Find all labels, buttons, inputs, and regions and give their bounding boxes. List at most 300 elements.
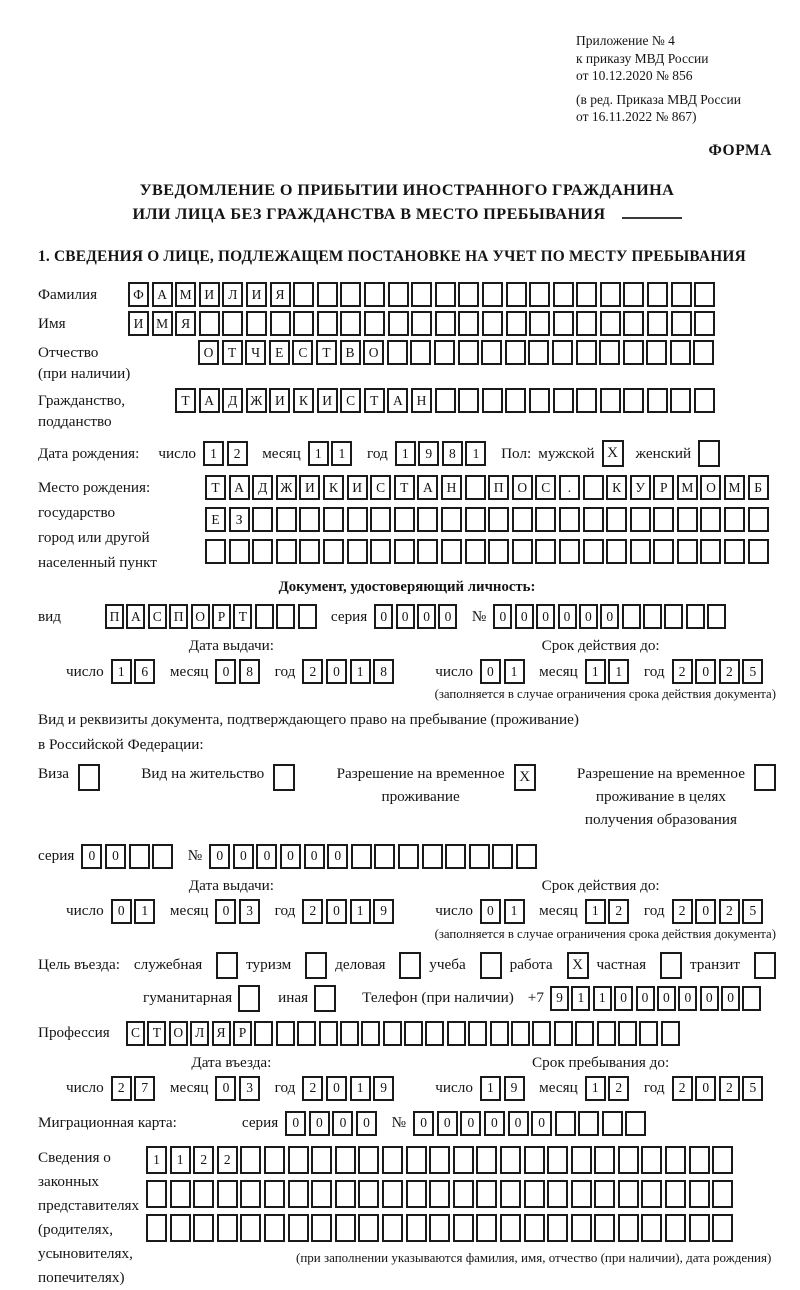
form-cell[interactable]: [653, 507, 674, 532]
form-cell[interactable]: [317, 282, 338, 307]
form-cell[interactable]: [600, 388, 621, 413]
form-cell[interactable]: [506, 282, 527, 307]
form-cell[interactable]: [361, 1021, 380, 1046]
form-cell[interactable]: С: [292, 340, 313, 365]
form-cell[interactable]: [476, 1214, 497, 1242]
form-cell[interactable]: А: [387, 388, 408, 413]
form-cell[interactable]: 0: [695, 1076, 716, 1101]
form-cell[interactable]: [583, 475, 604, 500]
form-cell[interactable]: [252, 539, 273, 564]
form-cell[interactable]: [465, 507, 486, 532]
form-cell[interactable]: [335, 1214, 356, 1242]
form-cell[interactable]: [422, 844, 443, 869]
form-cell[interactable]: [712, 1146, 733, 1174]
form-cell[interactable]: 0: [215, 659, 236, 684]
form-cell[interactable]: 0: [480, 659, 501, 684]
form-cell[interactable]: [435, 311, 456, 336]
form-cell[interactable]: [435, 388, 456, 413]
form-cell[interactable]: [129, 844, 150, 869]
form-cell[interactable]: [340, 1021, 359, 1046]
form-cell[interactable]: [689, 1146, 710, 1174]
form-cell[interactable]: [311, 1180, 332, 1208]
form-cell[interactable]: [689, 1214, 710, 1242]
form-cell[interactable]: 0: [678, 986, 697, 1011]
form-cell[interactable]: [441, 539, 462, 564]
form-cell[interactable]: [276, 539, 297, 564]
form-cell[interactable]: 0: [536, 604, 555, 629]
form-cell[interactable]: [694, 282, 715, 307]
form-cell[interactable]: [453, 1146, 474, 1174]
form-cell[interactable]: [394, 539, 415, 564]
form-cell[interactable]: В: [340, 340, 361, 365]
form-cell[interactable]: [252, 507, 273, 532]
form-cell[interactable]: [429, 1180, 450, 1208]
form-cell[interactable]: 2: [227, 441, 248, 466]
form-cell[interactable]: [453, 1180, 474, 1208]
form-cell[interactable]: [146, 1214, 167, 1242]
form-cell[interactable]: [646, 340, 667, 365]
form-cell[interactable]: [524, 1146, 545, 1174]
form-cell[interactable]: 1: [331, 441, 352, 466]
form-cell[interactable]: [335, 1146, 356, 1174]
form-cell[interactable]: [429, 1146, 450, 1174]
form-cell[interactable]: 9: [550, 986, 569, 1011]
form-cell[interactable]: [298, 604, 317, 629]
form-cell[interactable]: Т: [222, 340, 243, 365]
form-cell[interactable]: 1: [308, 441, 329, 466]
form-cell[interactable]: 1: [350, 659, 371, 684]
form-cell[interactable]: [602, 1111, 623, 1136]
form-cell[interactable]: С: [148, 604, 167, 629]
form-cell[interactable]: А: [126, 604, 145, 629]
form-cell[interactable]: Т: [147, 1021, 166, 1046]
form-cell[interactable]: 2: [608, 1076, 629, 1101]
form-cell[interactable]: [559, 507, 580, 532]
form-cell[interactable]: [364, 311, 385, 336]
form-cell[interactable]: [447, 1021, 466, 1046]
form-cell[interactable]: [618, 1214, 639, 1242]
form-cell[interactable]: [323, 539, 344, 564]
visa-checkbox[interactable]: [78, 764, 100, 791]
form-cell[interactable]: [665, 1214, 686, 1242]
male-checkbox[interactable]: X: [602, 440, 624, 467]
form-cell[interactable]: [205, 539, 226, 564]
form-cell[interactable]: [222, 311, 243, 336]
form-cell[interactable]: А: [152, 282, 173, 307]
form-cell[interactable]: П: [105, 604, 124, 629]
form-cell[interactable]: Т: [233, 604, 252, 629]
form-cell[interactable]: 0: [493, 604, 512, 629]
form-cell[interactable]: [264, 1146, 285, 1174]
form-cell[interactable]: [597, 1021, 616, 1046]
form-cell[interactable]: [724, 507, 745, 532]
purpose-tourism-checkbox[interactable]: [305, 952, 327, 979]
form-cell[interactable]: [553, 388, 574, 413]
form-cell[interactable]: 5: [742, 899, 763, 924]
form-cell[interactable]: [552, 340, 573, 365]
form-cell[interactable]: [387, 340, 408, 365]
form-cell[interactable]: [622, 604, 641, 629]
form-cell[interactable]: 1: [350, 899, 371, 924]
form-cell[interactable]: [506, 311, 527, 336]
form-cell[interactable]: [299, 539, 320, 564]
form-cell[interactable]: [199, 311, 220, 336]
form-cell[interactable]: 0: [105, 844, 126, 869]
purpose-transit-checkbox[interactable]: [754, 952, 776, 979]
form-cell[interactable]: Т: [316, 340, 337, 365]
form-cell[interactable]: С: [126, 1021, 145, 1046]
form-cell[interactable]: [583, 507, 604, 532]
form-cell[interactable]: [404, 1021, 423, 1046]
form-cell[interactable]: [340, 311, 361, 336]
form-cell[interactable]: 0: [304, 844, 325, 869]
form-cell[interactable]: Н: [411, 388, 432, 413]
form-cell[interactable]: 2: [719, 659, 740, 684]
form-cell[interactable]: 6: [134, 659, 155, 684]
form-cell[interactable]: 2: [672, 1076, 693, 1101]
form-cell[interactable]: [594, 1146, 615, 1174]
form-cell[interactable]: Т: [394, 475, 415, 500]
form-cell[interactable]: О: [169, 1021, 188, 1046]
form-cell[interactable]: [288, 1180, 309, 1208]
form-cell[interactable]: [594, 1214, 615, 1242]
form-cell[interactable]: 2: [672, 899, 693, 924]
form-cell[interactable]: [340, 282, 361, 307]
form-cell[interactable]: [429, 1214, 450, 1242]
form-cell[interactable]: [511, 1021, 530, 1046]
form-cell[interactable]: О: [700, 475, 721, 500]
form-cell[interactable]: 2: [111, 1076, 132, 1101]
form-cell[interactable]: 0: [374, 604, 393, 629]
form-cell[interactable]: О: [512, 475, 533, 500]
form-cell[interactable]: [441, 507, 462, 532]
form-cell[interactable]: [347, 507, 368, 532]
form-cell[interactable]: 1: [504, 899, 525, 924]
form-cell[interactable]: 7: [134, 1076, 155, 1101]
form-cell[interactable]: [465, 475, 486, 500]
form-cell[interactable]: [417, 539, 438, 564]
form-cell[interactable]: [458, 388, 479, 413]
form-cell[interactable]: [500, 1146, 521, 1174]
form-cell[interactable]: П: [488, 475, 509, 500]
form-cell[interactable]: [445, 844, 466, 869]
form-cell[interactable]: Т: [364, 388, 385, 413]
form-cell[interactable]: [677, 539, 698, 564]
temp-residence-education-checkbox[interactable]: [754, 764, 776, 791]
form-cell[interactable]: [170, 1180, 191, 1208]
form-cell[interactable]: [398, 844, 419, 869]
form-cell[interactable]: [686, 604, 705, 629]
form-cell[interactable]: Т: [205, 475, 226, 500]
form-cell[interactable]: К: [293, 388, 314, 413]
form-cell[interactable]: [246, 311, 267, 336]
form-cell[interactable]: [482, 388, 503, 413]
form-cell[interactable]: 0: [233, 844, 254, 869]
form-cell[interactable]: [297, 1021, 316, 1046]
form-cell[interactable]: 0: [81, 844, 102, 869]
form-cell[interactable]: [264, 1180, 285, 1208]
form-cell[interactable]: М: [152, 311, 173, 336]
form-cell[interactable]: [323, 507, 344, 532]
form-cell[interactable]: Д: [252, 475, 273, 500]
form-cell[interactable]: [458, 311, 479, 336]
form-cell[interactable]: О: [363, 340, 384, 365]
form-cell[interactable]: [351, 844, 372, 869]
form-cell[interactable]: [724, 539, 745, 564]
form-cell[interactable]: У: [630, 475, 651, 500]
form-cell[interactable]: [576, 388, 597, 413]
form-cell[interactable]: 0: [332, 1111, 353, 1136]
form-cell[interactable]: [388, 311, 409, 336]
form-cell[interactable]: [254, 1021, 273, 1046]
form-cell[interactable]: [559, 539, 580, 564]
form-cell[interactable]: [193, 1214, 214, 1242]
form-cell[interactable]: [465, 539, 486, 564]
form-cell[interactable]: [600, 282, 621, 307]
form-cell[interactable]: [547, 1214, 568, 1242]
form-cell[interactable]: [571, 1146, 592, 1174]
form-cell[interactable]: [606, 507, 627, 532]
form-cell[interactable]: Я: [212, 1021, 231, 1046]
form-cell[interactable]: О: [198, 340, 219, 365]
form-cell[interactable]: 0: [700, 986, 719, 1011]
residence-permit-checkbox[interactable]: [273, 764, 295, 791]
form-cell[interactable]: 1: [134, 899, 155, 924]
form-cell[interactable]: [481, 340, 502, 365]
form-cell[interactable]: [358, 1180, 379, 1208]
form-cell[interactable]: 0: [209, 844, 230, 869]
form-cell[interactable]: [665, 1146, 686, 1174]
form-cell[interactable]: [406, 1180, 427, 1208]
form-cell[interactable]: 0: [309, 1111, 330, 1136]
form-cell[interactable]: 1: [585, 659, 606, 684]
form-cell[interactable]: .: [559, 475, 580, 500]
form-cell[interactable]: [555, 1111, 576, 1136]
form-cell[interactable]: [406, 1146, 427, 1174]
form-cell[interactable]: [347, 539, 368, 564]
form-cell[interactable]: [742, 986, 761, 1011]
form-cell[interactable]: [553, 282, 574, 307]
form-cell[interactable]: [276, 1021, 295, 1046]
form-cell[interactable]: Ж: [246, 388, 267, 413]
form-cell[interactable]: [707, 604, 726, 629]
form-cell[interactable]: [647, 282, 668, 307]
form-cell[interactable]: [417, 507, 438, 532]
form-cell[interactable]: [146, 1180, 167, 1208]
form-cell[interactable]: 0: [558, 604, 577, 629]
form-cell[interactable]: [625, 1111, 646, 1136]
form-cell[interactable]: [240, 1146, 261, 1174]
form-cell[interactable]: 2: [302, 659, 323, 684]
form-cell[interactable]: Я: [270, 282, 291, 307]
form-cell[interactable]: [600, 311, 621, 336]
form-cell[interactable]: [623, 311, 644, 336]
form-cell[interactable]: А: [199, 388, 220, 413]
form-cell[interactable]: [410, 340, 431, 365]
form-cell[interactable]: [641, 1180, 662, 1208]
form-cell[interactable]: [505, 340, 526, 365]
form-cell[interactable]: 5: [742, 659, 763, 684]
form-cell[interactable]: 0: [657, 986, 676, 1011]
form-cell[interactable]: 0: [480, 899, 501, 924]
form-cell[interactable]: С: [370, 475, 391, 500]
form-cell[interactable]: Ф: [128, 282, 149, 307]
form-cell[interactable]: И: [128, 311, 149, 336]
form-cell[interactable]: [488, 507, 509, 532]
form-cell[interactable]: 3: [239, 1076, 260, 1101]
form-cell[interactable]: [524, 1180, 545, 1208]
purpose-study-checkbox[interactable]: [480, 952, 502, 979]
form-cell[interactable]: 9: [373, 1076, 394, 1101]
form-cell[interactable]: 0: [515, 604, 534, 629]
form-cell[interactable]: 1: [111, 659, 132, 684]
form-cell[interactable]: [335, 1180, 356, 1208]
form-cell[interactable]: [641, 1214, 662, 1242]
form-cell[interactable]: [553, 311, 574, 336]
form-cell[interactable]: [382, 1146, 403, 1174]
form-cell[interactable]: [532, 1021, 551, 1046]
form-cell[interactable]: 1: [465, 441, 486, 466]
form-cell[interactable]: 0: [396, 604, 415, 629]
form-cell[interactable]: 0: [326, 659, 347, 684]
form-cell[interactable]: [578, 1111, 599, 1136]
form-cell[interactable]: [576, 282, 597, 307]
form-cell[interactable]: [576, 340, 597, 365]
form-cell[interactable]: [488, 539, 509, 564]
form-cell[interactable]: [264, 1214, 285, 1242]
form-cell[interactable]: П: [169, 604, 188, 629]
purpose-other-checkbox[interactable]: [314, 985, 336, 1012]
form-cell[interactable]: [618, 1180, 639, 1208]
form-cell[interactable]: [411, 282, 432, 307]
form-cell[interactable]: [482, 282, 503, 307]
form-cell[interactable]: 0: [438, 604, 457, 629]
form-cell[interactable]: [490, 1021, 509, 1046]
form-cell[interactable]: А: [229, 475, 250, 500]
form-cell[interactable]: И: [269, 388, 290, 413]
form-cell[interactable]: [358, 1146, 379, 1174]
form-cell[interactable]: [382, 1214, 403, 1242]
form-cell[interactable]: [630, 539, 651, 564]
form-cell[interactable]: [299, 507, 320, 532]
form-cell[interactable]: [670, 340, 691, 365]
form-cell[interactable]: И: [299, 475, 320, 500]
form-cell[interactable]: [554, 1021, 573, 1046]
form-cell[interactable]: [240, 1214, 261, 1242]
form-cell[interactable]: 0: [484, 1111, 505, 1136]
form-cell[interactable]: [319, 1021, 338, 1046]
form-cell[interactable]: [623, 388, 644, 413]
form-cell[interactable]: 1: [593, 986, 612, 1011]
form-cell[interactable]: 1: [170, 1146, 191, 1174]
form-cell[interactable]: 1: [203, 441, 224, 466]
form-cell[interactable]: [482, 311, 503, 336]
form-cell[interactable]: [575, 1021, 594, 1046]
form-cell[interactable]: [406, 1214, 427, 1242]
form-cell[interactable]: [547, 1146, 568, 1174]
form-cell[interactable]: 1: [146, 1146, 167, 1174]
form-cell[interactable]: 0: [280, 844, 301, 869]
form-cell[interactable]: [476, 1146, 497, 1174]
form-cell[interactable]: [468, 1021, 487, 1046]
form-cell[interactable]: 0: [356, 1111, 377, 1136]
form-cell[interactable]: 0: [285, 1111, 306, 1136]
form-cell[interactable]: [694, 388, 715, 413]
form-cell[interactable]: [529, 282, 550, 307]
form-cell[interactable]: [547, 1180, 568, 1208]
form-cell[interactable]: 2: [608, 899, 629, 924]
form-cell[interactable]: 0: [256, 844, 277, 869]
form-cell[interactable]: 0: [326, 899, 347, 924]
form-cell[interactable]: Т: [175, 388, 196, 413]
purpose-humanitarian-checkbox[interactable]: [238, 985, 260, 1012]
form-cell[interactable]: [311, 1146, 332, 1174]
form-cell[interactable]: [623, 282, 644, 307]
form-cell[interactable]: Е: [205, 507, 226, 532]
form-cell[interactable]: [606, 539, 627, 564]
form-cell[interactable]: 1: [585, 899, 606, 924]
form-cell[interactable]: З: [229, 507, 250, 532]
form-cell[interactable]: Р: [212, 604, 231, 629]
form-cell[interactable]: 1: [350, 1076, 371, 1101]
form-cell[interactable]: С: [340, 388, 361, 413]
form-cell[interactable]: 0: [327, 844, 348, 869]
form-cell[interactable]: Е: [269, 340, 290, 365]
form-cell[interactable]: [524, 1214, 545, 1242]
form-cell[interactable]: [748, 507, 769, 532]
form-cell[interactable]: [270, 311, 291, 336]
form-cell[interactable]: К: [323, 475, 344, 500]
form-cell[interactable]: [671, 311, 692, 336]
form-cell[interactable]: 1: [585, 1076, 606, 1101]
form-cell[interactable]: 1: [608, 659, 629, 684]
form-cell[interactable]: [193, 1180, 214, 1208]
form-cell[interactable]: 2: [719, 899, 740, 924]
form-cell[interactable]: 0: [215, 1076, 236, 1101]
form-cell[interactable]: [671, 282, 692, 307]
form-cell[interactable]: [594, 1180, 615, 1208]
form-cell[interactable]: [639, 1021, 658, 1046]
form-cell[interactable]: [374, 844, 395, 869]
temp-residence-checkbox[interactable]: X: [514, 764, 536, 791]
form-cell[interactable]: 8: [239, 659, 260, 684]
form-cell[interactable]: [516, 844, 537, 869]
form-cell[interactable]: 0: [600, 604, 619, 629]
form-cell[interactable]: Ж: [276, 475, 297, 500]
form-cell[interactable]: 5: [742, 1076, 763, 1101]
form-cell[interactable]: И: [199, 282, 220, 307]
form-cell[interactable]: [170, 1214, 191, 1242]
form-cell[interactable]: [453, 1214, 474, 1242]
form-cell[interactable]: [647, 311, 668, 336]
form-cell[interactable]: Д: [222, 388, 243, 413]
form-cell[interactable]: [583, 539, 604, 564]
form-cell[interactable]: [411, 311, 432, 336]
form-cell[interactable]: 0: [636, 986, 655, 1011]
form-cell[interactable]: [288, 1214, 309, 1242]
form-cell[interactable]: Я: [175, 311, 196, 336]
form-cell[interactable]: [311, 1214, 332, 1242]
form-cell[interactable]: [476, 1180, 497, 1208]
form-cell[interactable]: 0: [579, 604, 598, 629]
form-cell[interactable]: [630, 507, 651, 532]
form-cell[interactable]: [641, 1146, 662, 1174]
form-cell[interactable]: [383, 1021, 402, 1046]
form-cell[interactable]: [505, 388, 526, 413]
form-cell[interactable]: Н: [441, 475, 462, 500]
form-cell[interactable]: Р: [653, 475, 674, 500]
form-cell[interactable]: [618, 1021, 637, 1046]
